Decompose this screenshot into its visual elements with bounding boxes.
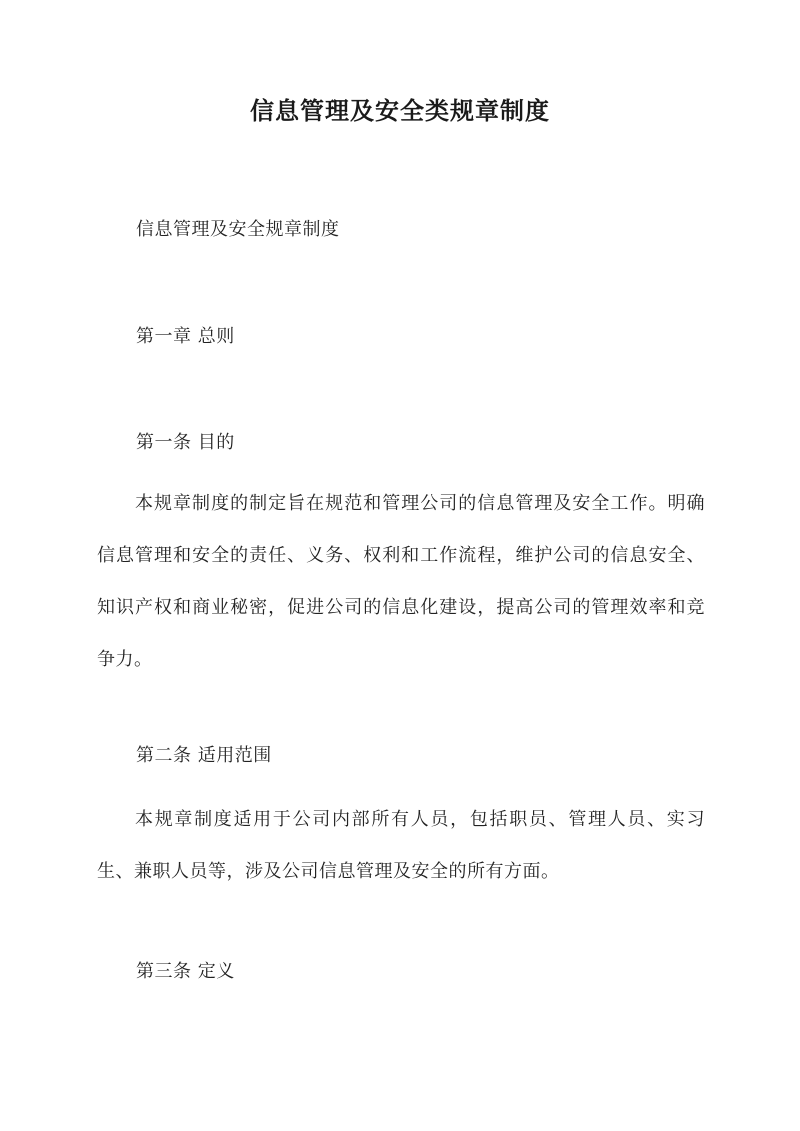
chapter-heading: 第一章 总则 (136, 326, 235, 347)
article-3-heading: 第三条 定义 (136, 961, 235, 982)
article-2-body: 本规章制度适用于公司内部所有人员，包括职员、管理人员、实习生、兼职人员等，涉及公司信息管理及安全的所有方面。 (97, 809, 705, 882)
document-title: 信息管理及安全类规章制度 (250, 96, 550, 125)
article-2-heading: 第二条 适用范围 (136, 745, 272, 766)
document-subtitle: 信息管理及安全规章制度 (136, 219, 340, 240)
article-1-body: 本规章制度的制定旨在规范和管理公司的信息管理及安全工作。明确信息管理和安全的责任、义务、权利和工作流程，维护公司的信息安全、知识产权和商业秘密，促进公司的信息化建设，提高公司的管理效率和竞争力。 (97, 493, 705, 670)
article-1-heading: 第一条 目的 (136, 432, 235, 453)
